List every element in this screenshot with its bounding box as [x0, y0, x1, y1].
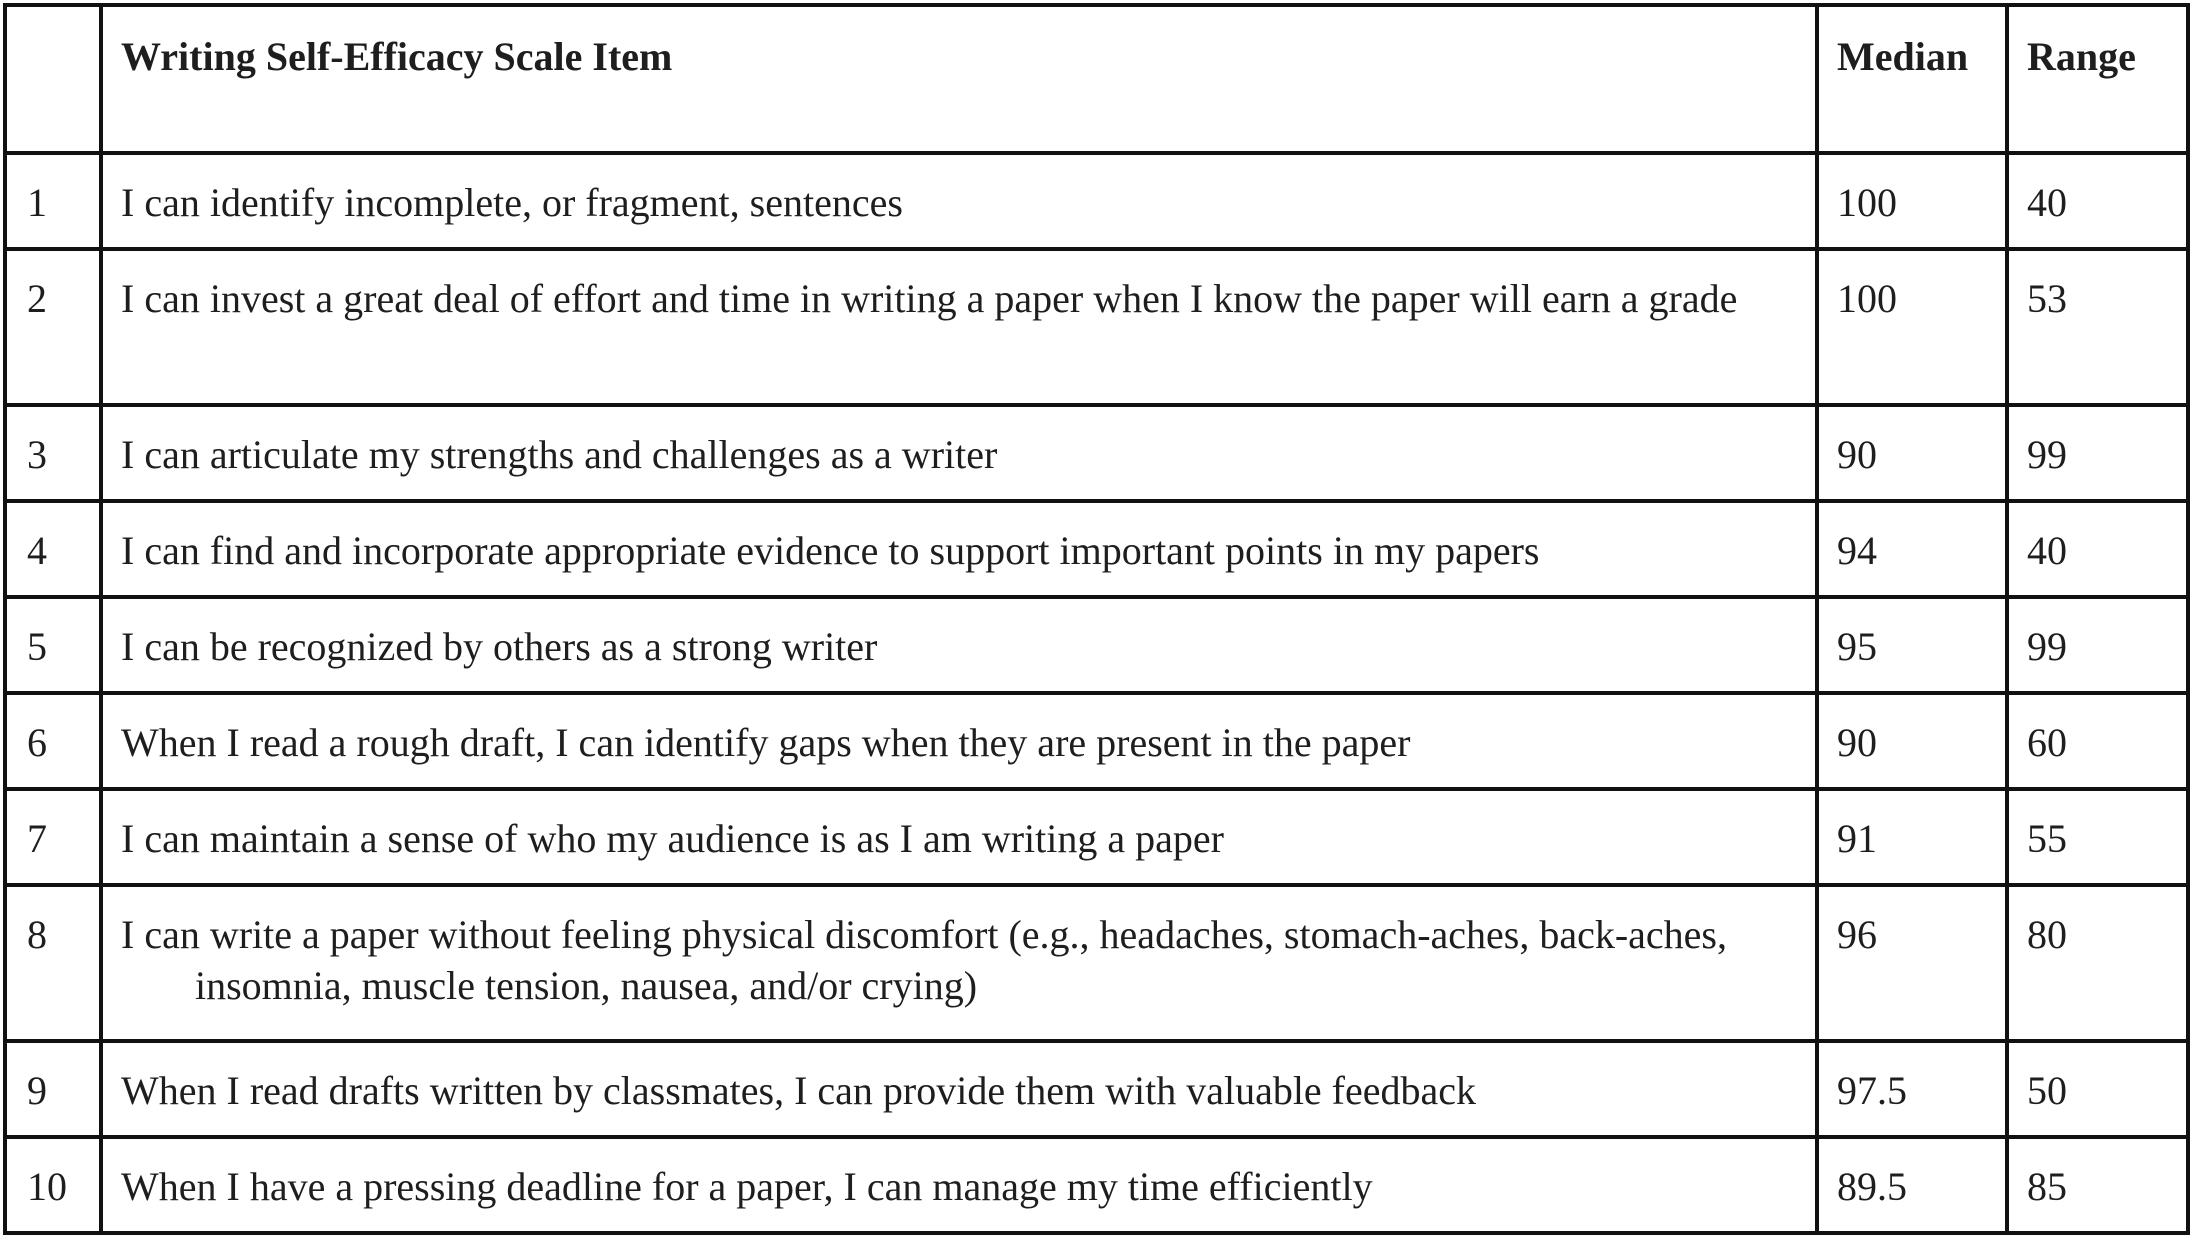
- row-item-text: I can invest a great deal of effort and time in writing a paper when I know the paper will earn a grade: [121, 276, 1738, 321]
- row-number: 5: [5, 597, 101, 693]
- row-item-text: When I read a rough draft, I can identify gaps when they are present in the paper: [121, 720, 1411, 765]
- table-row: [5, 153, 2188, 249]
- row-item: [101, 501, 1817, 597]
- row-median: 91: [1817, 789, 2007, 885]
- table-row: [5, 1137, 2188, 1233]
- row-number: 6: [5, 693, 101, 789]
- row-item-text: I can maintain a sense of who my audience is as I am writing a paper: [121, 816, 1224, 861]
- header-number: [5, 5, 101, 153]
- table-row: [5, 885, 2188, 1041]
- row-item: [101, 789, 1817, 885]
- row-item: [101, 885, 1817, 1041]
- row-item-text: When I read drafts written by classmates, I can provide them with valuable feedback: [121, 1068, 1477, 1113]
- row-item: [101, 693, 1817, 789]
- row-median: 90: [1817, 693, 2007, 789]
- row-range: 60: [2007, 693, 2188, 789]
- row-item-text: I can write a paper without feeling physical discomfort (e.g., headaches, stomach-aches, back-aches, insomnia, muscle tension, nausea, and/or crying): [121, 912, 1727, 1008]
- header-median: Median: [1817, 5, 2007, 153]
- row-range: 85: [2007, 1137, 2188, 1233]
- row-item-text: I can identify incomplete, or fragment, sentences: [121, 180, 903, 225]
- table-row: [5, 501, 2188, 597]
- row-median: 97.5: [1817, 1041, 2007, 1137]
- row-item-text: I can find and incorporate appropriate evidence to support important points in my papers: [121, 528, 1540, 573]
- row-range: 40: [2007, 501, 2188, 597]
- row-item-text: I can be recognized by others as a strong writer: [121, 624, 878, 669]
- row-range: 53: [2007, 249, 2188, 405]
- table-row: [5, 249, 2188, 405]
- row-item: [101, 405, 1817, 501]
- row-median: 89.5: [1817, 1137, 2007, 1233]
- row-median: 90: [1817, 405, 2007, 501]
- row-number: 3: [5, 405, 101, 501]
- row-number: 7: [5, 789, 101, 885]
- row-range: 99: [2007, 405, 2188, 501]
- writing-self-efficacy-table: [3, 3, 2190, 1235]
- table-row: [5, 693, 2188, 789]
- row-number: 1: [5, 153, 101, 249]
- table-row: [5, 789, 2188, 885]
- row-median: 94: [1817, 501, 2007, 597]
- row-number: 4: [5, 501, 101, 597]
- row-range: 80: [2007, 885, 2188, 1041]
- row-number: 9: [5, 1041, 101, 1137]
- table-row: [5, 1041, 2188, 1137]
- header-range: Range: [2007, 5, 2188, 153]
- table-row: [5, 597, 2188, 693]
- row-median: 100: [1817, 249, 2007, 405]
- row-range: 40: [2007, 153, 2188, 249]
- table-header-row: [5, 5, 2188, 153]
- row-median: 95: [1817, 597, 2007, 693]
- row-number: 8: [5, 885, 101, 1041]
- row-number: 10: [5, 1137, 101, 1233]
- header-item: Writing Self-Efficacy Scale Item: [101, 5, 1817, 153]
- table-row: [5, 405, 2188, 501]
- row-item: [101, 1137, 1817, 1233]
- row-range: 99: [2007, 597, 2188, 693]
- row-number: 2: [5, 249, 101, 405]
- row-item-text: When I have a pressing deadline for a paper, I can manage my time efficiently: [121, 1164, 1373, 1209]
- row-range: 50: [2007, 1041, 2188, 1137]
- row-item: [101, 597, 1817, 693]
- row-median: 100: [1817, 153, 2007, 249]
- row-item: [101, 249, 1817, 405]
- row-item-text: I can articulate my strengths and challenges as a writer: [121, 432, 998, 477]
- row-median: 96: [1817, 885, 2007, 1041]
- row-item: [101, 1041, 1817, 1137]
- row-range: 55: [2007, 789, 2188, 885]
- row-item: [101, 153, 1817, 249]
